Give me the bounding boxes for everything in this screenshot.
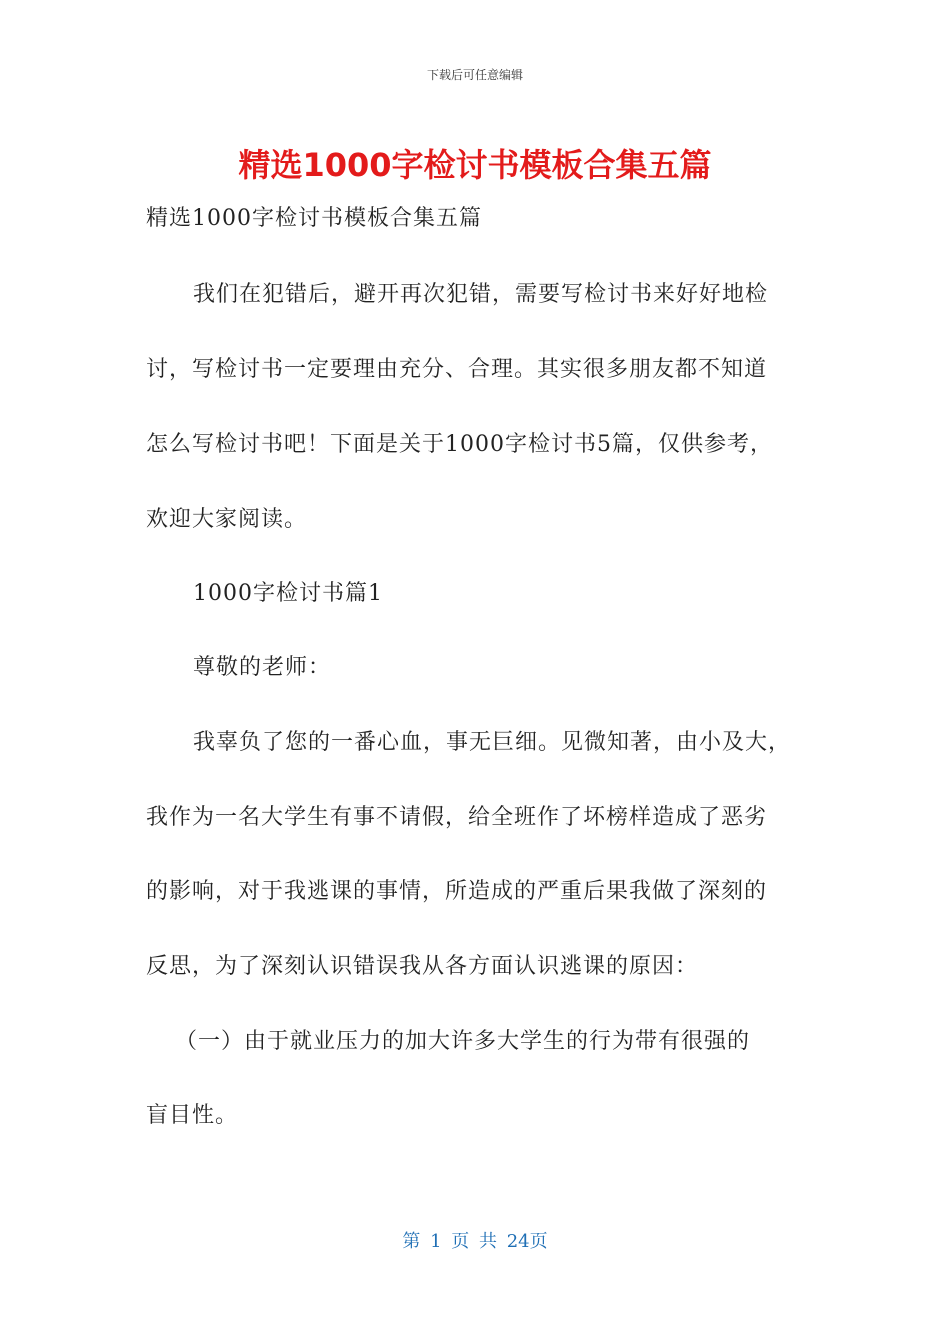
paragraph-line: 我辜负了您的一番心血，事无巨细。见微知著，由小及大， xyxy=(193,730,792,755)
paragraph-line: 反思，为了深刻认识错误我从各方面认识逃课的原因： xyxy=(146,954,699,979)
paragraph-line: 我们在犯错后，避开再次犯错，需要写检讨书来好好地检 xyxy=(193,282,769,307)
paragraph-line: 怎么写检讨书吧！下面是关于1000字检讨书5篇，仅供参考， xyxy=(146,432,773,457)
section-heading: 1000字检讨书篇1 xyxy=(193,581,383,606)
salutation: 尊敬的老师： xyxy=(193,655,332,680)
paragraph-line: 欢迎大家阅读。 xyxy=(146,507,308,532)
paragraph-line: 讨，写检讨书一定要理由充分、合理。其实很多朋友都不知道 xyxy=(146,357,768,382)
document-title: 精选1000字检讨书模板合集五篇 xyxy=(238,146,712,184)
subtitle-line: 精选1000字检讨书模板合集五篇 xyxy=(146,206,482,231)
paragraph-line: 盲目性。 xyxy=(146,1103,239,1128)
page-number: 第 1 页 共 24页 xyxy=(402,1231,548,1252)
list-item-line: （一）由于就业压力的加大许多大学生的行为带有很强的 xyxy=(175,1029,751,1054)
paragraph-line: 的影响，对于我逃课的事情，所造成的严重后果我做了深刻的 xyxy=(146,879,768,904)
paragraph-line: 我作为一名大学生有事不请假，给全班作了坏榜样造成了恶劣 xyxy=(146,805,768,830)
header-note: 下载后可任意编辑 xyxy=(426,68,523,82)
